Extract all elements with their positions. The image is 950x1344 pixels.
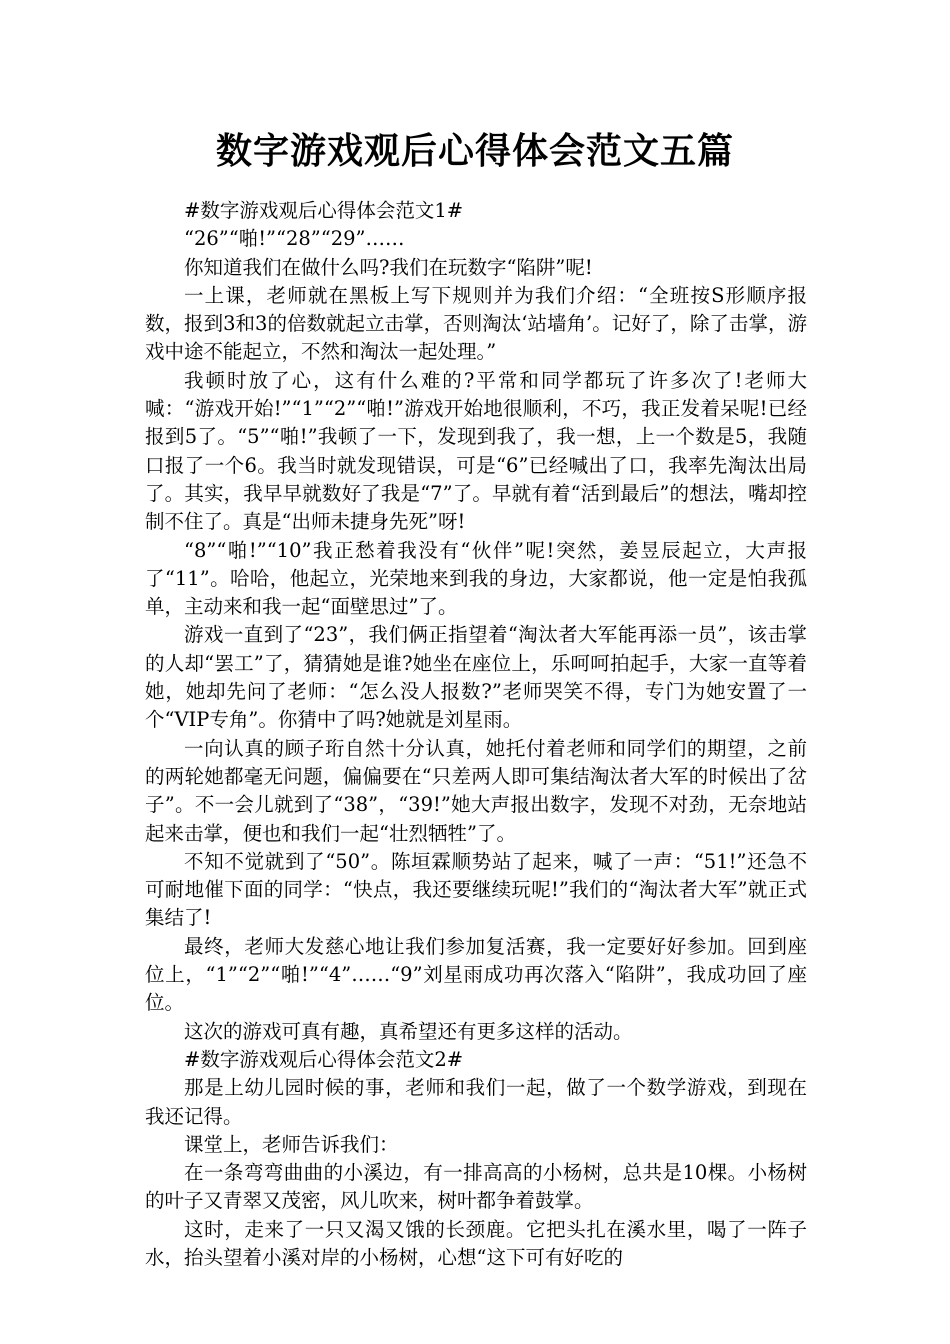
document-title: 数字游戏观后心得体会范文五篇	[215, 131, 734, 172]
paragraph: 课堂上，老师告诉我们：	[184, 1132, 399, 1156]
paragraph: 一向认真的顾子珩自然十分认真，她托付着老师和同学们的期望，之前的两轮她都毫无问题，偏偏要在“只差两人即可集结淘汰者大军的时候出了岔子”。不一会儿就到了“38”，“39!”她大声报出数字，发现不对劲，无奈地站起来击掌，便也和我们一起“壮烈牺牲”了。	[145, 736, 807, 845]
document-body	[145, 197, 807, 1272]
paragraph: 最终，老师大发慈心地让我们参加复活赛，我一定要好好参加。回到座位上，“1”“2”“啪!”“4”……“9”刘星雨成功再次落入“陷阱”，我成功回了座位。	[145, 934, 807, 1015]
paragraph: 一上课，老师就在黑板上写下规则并为我们介绍：“全班按S形顺序报数，报到3和3的倍数就起立击掌，否则淘汰‘站墙角’。记好了，除了击掌，游戏中途不能起立，不然和淘汰一起处理。”	[145, 283, 807, 364]
paragraph: 游戏一直到了“23”，我们俩正指望着“淘汰者大军能再添一员”，该击掌的人却“罢工”了，猜猜她是谁?她坐在座位上，乐呵呵拍起手，大家一直等着她，她却先问了老师：“怎么没人报数?”老师哭笑不得，专门为她安置了一个“VIP专角”。你猜中了吗?她就是刘星雨。	[145, 623, 807, 732]
paragraph: 我顿时放了心，这有什么难的?平常和同学都玩了许多次了!老师大喊：“游戏开始!”“1”“2”“啪!”游戏开始地很顺利，不巧，我正发着呆呢!已经报到5了。“5”“啪!”我顿了一下，发现到我了，我一想，上一个数是5，我随口报了一个6。我当时就发现错误，可是“6”已经喊出了口，我率先淘汰出局了。其实，我早早就数好了我是“7”了。早就有着“活到最后”的想法，嘴却控制不住了。真是“出师未捷身先死”呀!	[145, 368, 807, 534]
paragraph: 你知道我们在做什么吗?我们在玩数字“陷阱”呢!	[184, 255, 593, 279]
paragraph: 那是上幼儿园时候的事，老师和我们一起，做了一个数学游戏，到现在我还记得。	[145, 1076, 807, 1128]
paragraph: “8”“啪!”“10”我正愁着我没有“伙伴”呢!突然，姜昱辰起立，大声报了“11”。哈哈，他起立，光荣地来到我的身边，大家都说，他一定是怕我孤单，主动来和我一起“面壁思过”了。	[145, 538, 807, 619]
section-heading-1: #数字游戏观后心得体会范文1#	[184, 199, 464, 222]
paragraph: “26”“啪!”“28”“29”……	[184, 227, 405, 251]
paragraph: 不知不觉就到了“50”。陈垣霖顺势站了起来，喊了一声：“51!”还急不可耐地催下面的同学：“快点，我还要继续玩呢!”我们的“淘汰者大军”就正式集结了!	[145, 849, 807, 930]
paragraph: 这次的游戏可真有趣，真希望还有更多这样的活动。	[184, 1019, 633, 1043]
paragraph: 在一条弯弯曲曲的小溪边，有一排高高的小杨树，总共是10棵。小杨树的叶子又青翠又茂密，风儿吹来，树叶都争着鼓掌。	[145, 1161, 807, 1213]
section-heading-2: #数字游戏观后心得体会范文2#	[184, 1047, 464, 1071]
paragraph: 这时，走来了一只又渴又饿的长颈鹿。它把头扎在溪水里，喝了一阵子水，抬头望着小溪对岸的小杨树，心想“这下可有好吃的	[145, 1217, 807, 1269]
